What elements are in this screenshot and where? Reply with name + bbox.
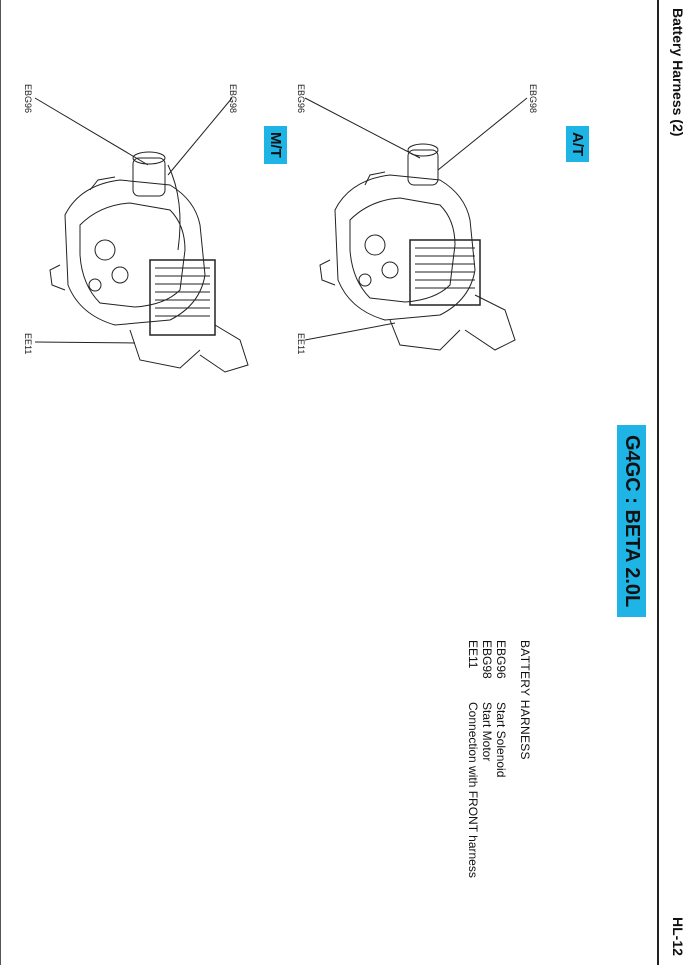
legend-item (466, 640, 480, 878)
left-border (0, 0, 1, 965)
legend-heading: BATTERY HARNESS (518, 640, 532, 760)
page-number: HL-12 (670, 917, 686, 956)
header-rule (657, 0, 659, 965)
page-title: Battery Harness (2) (670, 8, 686, 137)
mt-callout-ebg98: EBG98 (228, 84, 238, 114)
mt-callout-ee11: EE11 (23, 333, 33, 355)
at-badge: A/T (566, 126, 589, 162)
at-callout-ebg98: EBG98 (528, 84, 538, 114)
engine-badge: G4GC : BETA 2.0L (617, 425, 646, 617)
at-engine-drawing (290, 80, 540, 370)
legend-description: Start Solenoid (494, 702, 508, 778)
at-callout-ee11: EE11 (296, 333, 306, 355)
mt-leader-ee11 (35, 342, 135, 343)
mt-engine-drawing (20, 80, 270, 380)
mt-callout-ebg96: EBG96 (23, 84, 33, 114)
legend (466, 640, 532, 878)
at-leader-ebg96 (305, 98, 420, 158)
legend-description: Start Motor (480, 702, 494, 762)
at-leader-ebg98 (438, 98, 527, 170)
at-leader-ee11 (305, 323, 395, 340)
mt-leader-ebg96 (35, 98, 148, 165)
legend-description: Connection with FRONT harness (466, 702, 480, 878)
mt-leader-ebg98 (168, 98, 232, 175)
legend-item (480, 640, 494, 878)
at-callout-ebg96: EBG96 (296, 84, 306, 114)
mt-badge: M/T (264, 126, 287, 164)
legend-item (494, 640, 508, 878)
legend-code: EBG96 (494, 640, 508, 679)
legend-code: EE11 (466, 640, 480, 669)
legend-code: EBG98 (480, 640, 494, 679)
